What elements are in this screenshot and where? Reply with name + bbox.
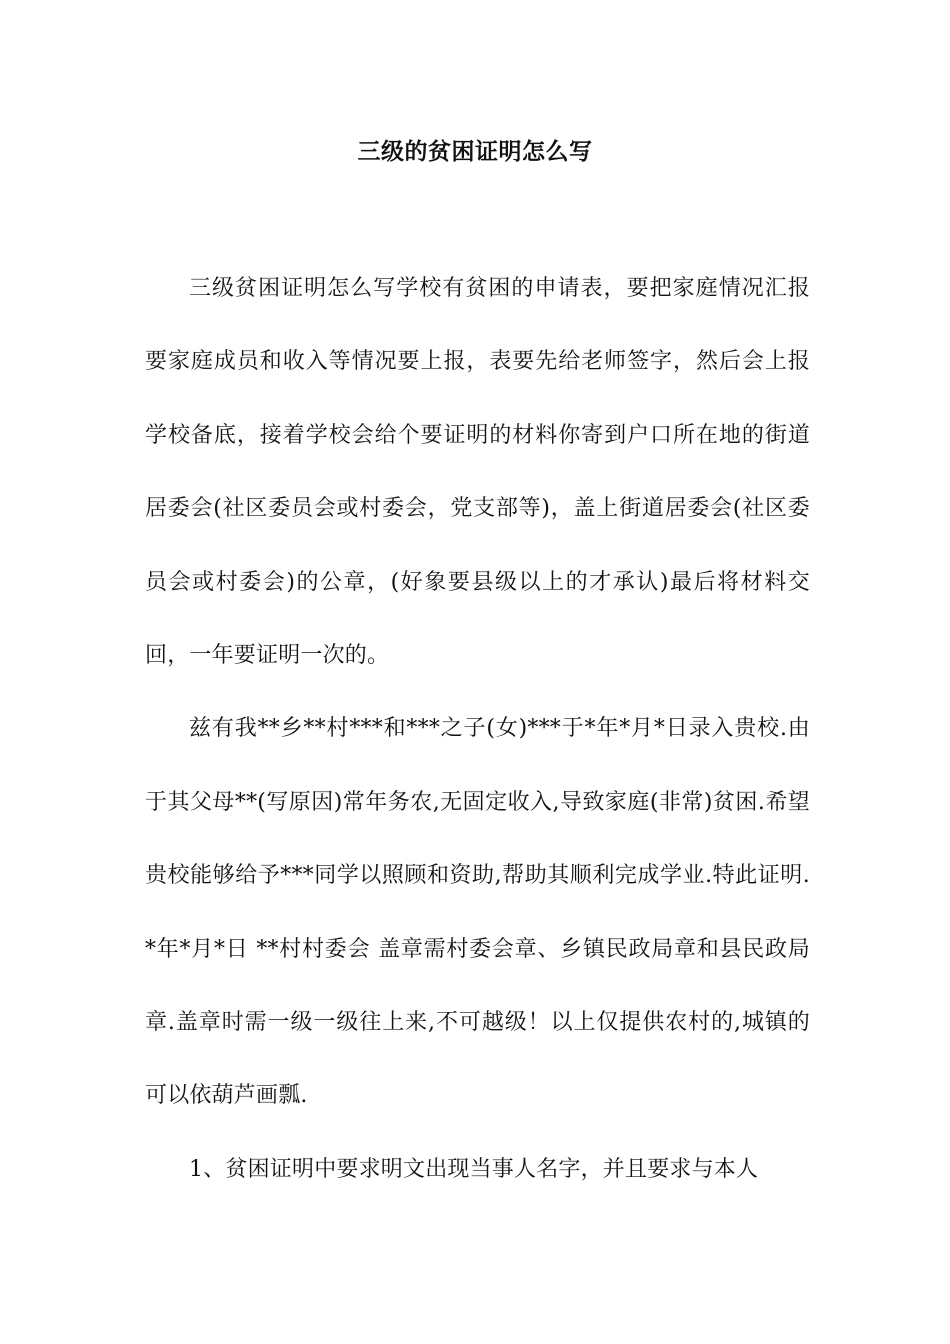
paragraph-1: 三级贫困证明怎么写学校有贫困的申请表，要把家庭情况汇报要家庭成员和收入等情况要上报，表要先给老师签字，然后会上报学校备底，接着学校会给个要证明的材料你寄到户口所在地的街道居委会(社区委员会或村委会，党支部等)，盖上街道居委会(社区委员会或村委会)的公章，(好象要县级以上的才承认)最后将材料交回，一年要证明一次的。	[145, 276, 810, 669]
document-body	[145, 252, 810, 1206]
paragraph-2: 兹有我**乡**村***和***之子(女)***于*年*月*日录入贵校.由于其父母**(写原因)常年务农,无固定收入,导致家庭(非常)贫困.希望贵校能够给予***同学以照顾和资助,帮助其顺利完成学业.特此证明. *年*月*日 **村村委会 盖章需村委会章、乡镇民政局章和县民政局章.盖章时需一级一级往上来,不可越级！以上仅提供农村的,城镇的可以依葫芦画瓢.	[145, 716, 810, 1109]
document-title: 三级的贫困证明怎么写	[357, 138, 593, 165]
paragraph-3: 1、贫困证明中要求明文出现当事人名字，并且要求与本人	[189, 1156, 759, 1182]
